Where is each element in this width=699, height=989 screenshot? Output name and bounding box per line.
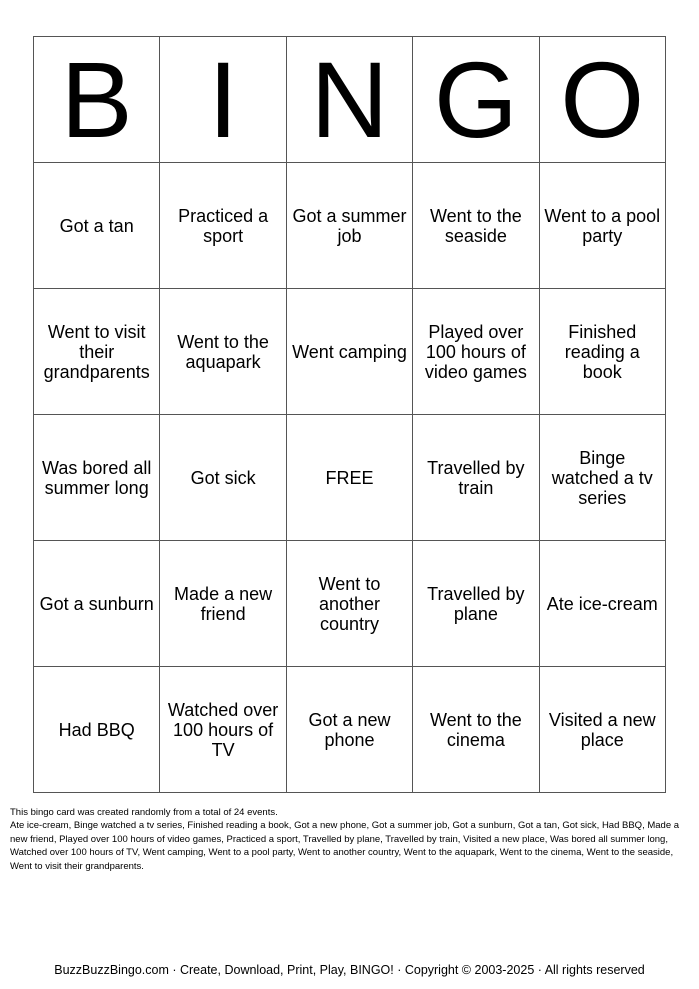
card-cell: Went to the aquapark [160, 289, 286, 415]
card-cell: Travelled by train [413, 415, 539, 541]
header-letter-i: I [160, 37, 286, 163]
card-cell: Visited a new place [539, 667, 665, 793]
card-row [34, 289, 666, 415]
header-letter-b: B [34, 37, 160, 163]
card-cell: Made a new friend [160, 541, 286, 667]
bingo-card [33, 36, 666, 793]
card-cell: Got sick [160, 415, 286, 541]
card-row [34, 415, 666, 541]
card-cell: Ate ice-cream [539, 541, 665, 667]
card-cell: Binge watched a tv series [539, 415, 665, 541]
card-info-event-list: Ate ice-cream, Binge watched a tv series, Finished reading a book, Got a new phone, Got a summer job, Got a sunburn, Got a tan, Got sick, Had BBQ, Made a new friend, Played over 100 hours of video games, Practiced a sport, Travelled by plane, Travelled by train, Visited a new place, Was bored all summer long, Watched over 100 hours of TV, Went camping, Went to a pool party, Went to another country, Went to the aquapark, Went to the cinema, Went to the seaside, Went to visit their grandparents. [10, 820, 680, 872]
card-row [34, 667, 666, 793]
header-letter-o: O [539, 37, 665, 163]
card-info [10, 806, 682, 873]
card-cell: Was bored all summer long [34, 415, 160, 541]
card-cell: Got a summer job [286, 163, 412, 289]
header-row [34, 37, 666, 163]
card-cell: Went to another country [286, 541, 412, 667]
header-letter-n: N [286, 37, 412, 163]
card-cell: Got a new phone [286, 667, 412, 793]
card-cell: Had BBQ [34, 667, 160, 793]
card-cell: Finished reading a book [539, 289, 665, 415]
card-cell: Got a sunburn [34, 541, 160, 667]
card-cell: Went camping [286, 289, 412, 415]
card-cell: Went to a pool party [539, 163, 665, 289]
card-cell: Went to visit their grandparents [34, 289, 160, 415]
free-space-cell: FREE [286, 415, 412, 541]
card-row [34, 163, 666, 289]
card-cell: Went to the cinema [413, 667, 539, 793]
card-cell: Practiced a sport [160, 163, 286, 289]
card-cell: Played over 100 hours of video games [413, 289, 539, 415]
site-credit: BuzzBuzzBingo.com · Create, Download, Print, Play, BINGO! · Copyright © 2003-2025 · All rights reserved [54, 963, 645, 977]
card-cell: Travelled by plane [413, 541, 539, 667]
card-info-summary: This bingo card was created randomly from a total of 24 events. [10, 807, 278, 818]
header-letter-g: G [413, 37, 539, 163]
card-cell: Got a tan [34, 163, 160, 289]
card-row [34, 541, 666, 667]
card-cell: Went to the seaside [413, 163, 539, 289]
card-cell: Watched over 100 hours of TV [160, 667, 286, 793]
